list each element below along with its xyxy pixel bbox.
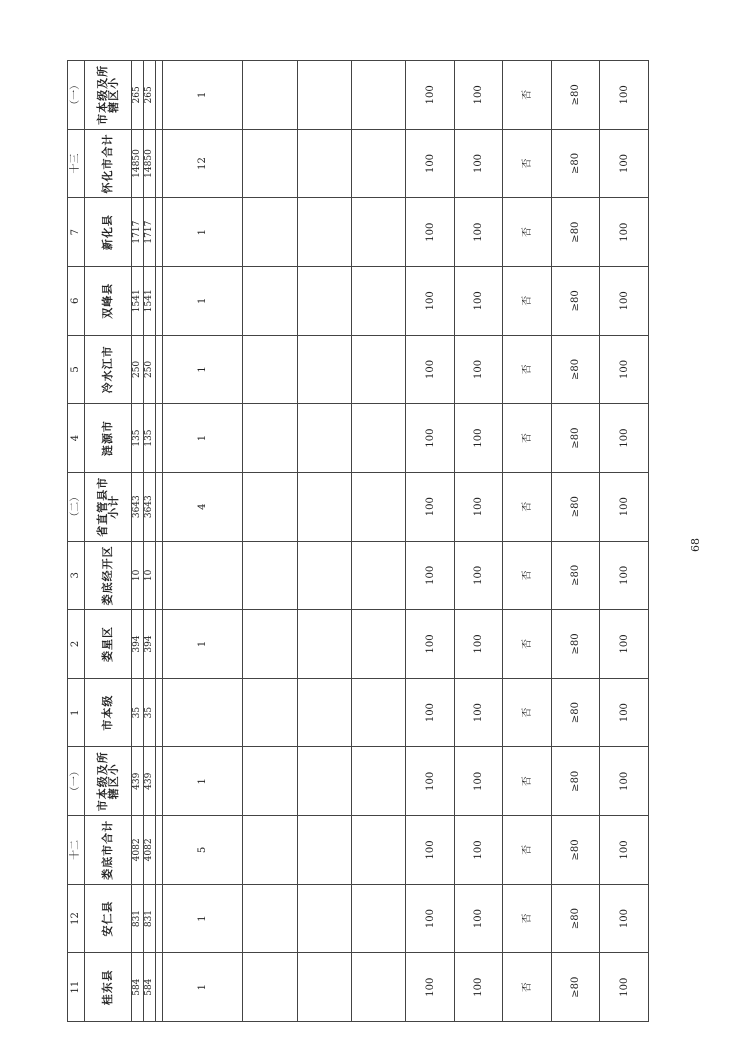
percent-cell: 100: [406, 884, 455, 953]
empty-cell: [297, 335, 351, 404]
flag-cell: 否: [503, 953, 552, 1022]
percent-cell: 100: [406, 816, 455, 885]
percent-cell: 100: [406, 61, 455, 130]
column-number: 1: [68, 678, 85, 747]
empty-cell: [297, 610, 351, 679]
empty-cell: [243, 335, 297, 404]
table-row: [297, 61, 351, 1022]
percent-cell: 100: [454, 198, 503, 267]
threshold-cell: ≥80: [551, 541, 600, 610]
column-name: 娄星区: [84, 610, 131, 679]
spacer-cell: [155, 541, 162, 610]
empty-cell: [297, 129, 351, 198]
threshold-cell: ≥80: [551, 61, 600, 130]
count-cell: 5: [162, 816, 242, 885]
value-cell: 265: [143, 61, 155, 130]
percent-cell: 100: [406, 266, 455, 335]
column-name: 双峰县: [84, 266, 131, 335]
percent-cell: 100: [406, 678, 455, 747]
threshold-cell: ≥80: [551, 610, 600, 679]
column-number: 11: [68, 953, 85, 1022]
flag-cell: 否: [503, 816, 552, 885]
empty-cell: [351, 678, 405, 747]
empty-cell: [297, 472, 351, 541]
value-cell: 394: [143, 610, 155, 679]
empty-cell: [243, 61, 297, 130]
count-cell: 1: [162, 747, 242, 816]
value-cell: 14850: [131, 129, 143, 198]
threshold-cell: ≥80: [551, 472, 600, 541]
empty-cell: [351, 472, 405, 541]
flag-cell: 否: [503, 198, 552, 267]
percent-cell: 100: [406, 953, 455, 1022]
table-row: [162, 61, 242, 1022]
threshold-cell: ≥80: [551, 198, 600, 267]
empty-cell: [351, 335, 405, 404]
table-row: [600, 61, 649, 1022]
spacer-cell: [155, 884, 162, 953]
count-cell: 1: [162, 61, 242, 130]
column-number: 7: [68, 198, 85, 267]
flag-cell: 否: [503, 541, 552, 610]
percent-cell: 100: [454, 335, 503, 404]
column-name: 省直管县市小计: [84, 472, 131, 541]
percent-cell: 100: [454, 472, 503, 541]
spacer-cell: [155, 610, 162, 679]
page-number: 68: [689, 538, 702, 552]
value-cell: 394: [131, 610, 143, 679]
flag-cell: 否: [503, 266, 552, 335]
count-cell: [162, 541, 242, 610]
count-cell: 1: [162, 335, 242, 404]
percent-cell: 100: [406, 747, 455, 816]
percent-cell: 100: [406, 610, 455, 679]
percent-cell: 100: [600, 266, 649, 335]
value-cell: 35: [131, 678, 143, 747]
percent-cell: 100: [600, 610, 649, 679]
value-cell: 10: [131, 541, 143, 610]
value-cell: 135: [143, 404, 155, 473]
empty-cell: [243, 266, 297, 335]
empty-cell: [243, 541, 297, 610]
column-name: 新化县: [84, 198, 131, 267]
percent-cell: 100: [406, 404, 455, 473]
value-cell: 4082: [143, 816, 155, 885]
value-cell: 10: [143, 541, 155, 610]
empty-cell: [243, 816, 297, 885]
column-name: 市本级及所辖区小: [84, 61, 131, 130]
empty-cell: [351, 610, 405, 679]
spacer-cell: [155, 816, 162, 885]
spacer-cell: [155, 266, 162, 335]
column-number: 4: [68, 404, 85, 473]
percent-cell: 100: [454, 61, 503, 130]
column-number: 2: [68, 610, 85, 679]
table-row: [68, 61, 85, 1022]
percent-cell: 100: [406, 541, 455, 610]
flag-cell: 否: [503, 129, 552, 198]
value-cell: 439: [143, 747, 155, 816]
count-cell: 1: [162, 404, 242, 473]
empty-cell: [351, 884, 405, 953]
count-cell: 1: [162, 198, 242, 267]
percent-cell: 100: [454, 129, 503, 198]
empty-cell: [297, 953, 351, 1022]
percent-cell: 100: [600, 404, 649, 473]
empty-cell: [297, 678, 351, 747]
column-number: （一）: [68, 61, 85, 130]
table-row: [131, 61, 143, 1022]
empty-cell: [243, 129, 297, 198]
count-cell: [162, 678, 242, 747]
value-cell: 3643: [143, 472, 155, 541]
value-cell: 831: [143, 884, 155, 953]
empty-cell: [297, 266, 351, 335]
threshold-cell: ≥80: [551, 884, 600, 953]
flag-cell: 否: [503, 747, 552, 816]
empty-cell: [297, 541, 351, 610]
percent-cell: 100: [454, 747, 503, 816]
empty-cell: [297, 747, 351, 816]
table-row: [351, 61, 405, 1022]
empty-cell: [243, 198, 297, 267]
column-name: 市本级及所辖区小: [84, 747, 131, 816]
flag-cell: 否: [503, 335, 552, 404]
threshold-cell: ≥80: [551, 335, 600, 404]
empty-cell: [351, 541, 405, 610]
spacer-cell: [155, 404, 162, 473]
percent-cell: 100: [454, 404, 503, 473]
spacer-cell: [155, 198, 162, 267]
flag-cell: 否: [503, 472, 552, 541]
percent-cell: 100: [454, 266, 503, 335]
percent-cell: 100: [600, 472, 649, 541]
count-cell: 1: [162, 610, 242, 679]
percent-cell: 100: [600, 335, 649, 404]
column-number: 十三: [68, 129, 85, 198]
empty-cell: [351, 266, 405, 335]
empty-cell: [297, 816, 351, 885]
value-cell: 265: [131, 61, 143, 130]
flag-cell: 否: [503, 610, 552, 679]
threshold-cell: ≥80: [551, 747, 600, 816]
rotated-table-wrapper: [67, 60, 649, 1022]
spacer-cell: [155, 335, 162, 404]
percent-cell: 100: [600, 678, 649, 747]
percent-cell: 100: [406, 335, 455, 404]
column-number: 6: [68, 266, 85, 335]
table-row: [454, 61, 503, 1022]
value-cell: 3643: [131, 472, 143, 541]
percent-cell: 100: [600, 747, 649, 816]
threshold-cell: ≥80: [551, 678, 600, 747]
value-cell: 14850: [143, 129, 155, 198]
table-row: [243, 61, 297, 1022]
column-name: 桂东县: [84, 953, 131, 1022]
empty-cell: [297, 884, 351, 953]
value-cell: 4082: [131, 816, 143, 885]
flag-cell: 否: [503, 61, 552, 130]
table-row: [143, 61, 155, 1022]
threshold-cell: ≥80: [551, 266, 600, 335]
percent-cell: 100: [600, 198, 649, 267]
count-cell: 1: [162, 884, 242, 953]
table-row: [551, 61, 600, 1022]
spacer-cell: [155, 129, 162, 198]
flag-cell: 否: [503, 884, 552, 953]
empty-cell: [243, 678, 297, 747]
threshold-cell: ≥80: [551, 404, 600, 473]
percent-cell: 100: [600, 541, 649, 610]
value-cell: 1541: [143, 266, 155, 335]
percent-cell: 100: [406, 129, 455, 198]
value-cell: 1717: [131, 198, 143, 267]
percent-cell: 100: [600, 816, 649, 885]
percent-cell: 100: [454, 541, 503, 610]
column-name: 娄底市合计: [84, 816, 131, 885]
percent-cell: 100: [454, 678, 503, 747]
value-cell: 439: [131, 747, 143, 816]
value-cell: 584: [131, 953, 143, 1022]
empty-cell: [351, 61, 405, 130]
value-cell: 831: [131, 884, 143, 953]
flag-cell: 否: [503, 678, 552, 747]
column-number: 12: [68, 884, 85, 953]
percent-cell: 100: [600, 884, 649, 953]
column-name: 安仁县: [84, 884, 131, 953]
empty-cell: [351, 816, 405, 885]
percent-cell: 100: [406, 472, 455, 541]
empty-cell: [351, 198, 405, 267]
percent-cell: 100: [600, 953, 649, 1022]
empty-cell: [243, 610, 297, 679]
threshold-cell: ≥80: [551, 816, 600, 885]
empty-cell: [243, 472, 297, 541]
table-row: [406, 61, 455, 1022]
column-name: 娄底经开区: [84, 541, 131, 610]
spacer-cell: [155, 678, 162, 747]
value-cell: 1541: [131, 266, 143, 335]
empty-cell: [243, 404, 297, 473]
value-cell: 250: [143, 335, 155, 404]
value-cell: 35: [143, 678, 155, 747]
spacer-cell: [155, 953, 162, 1022]
percent-cell: 100: [454, 610, 503, 679]
count-cell: 1: [162, 266, 242, 335]
value-cell: 135: [131, 404, 143, 473]
column-number: 5: [68, 335, 85, 404]
table-row: [84, 61, 131, 1022]
data-table: [67, 60, 649, 1022]
empty-cell: [351, 404, 405, 473]
empty-cell: [297, 404, 351, 473]
value-cell: 1717: [143, 198, 155, 267]
empty-cell: [297, 198, 351, 267]
count-cell: 12: [162, 129, 242, 198]
table-row: [155, 61, 162, 1022]
threshold-cell: ≥80: [551, 129, 600, 198]
column-number: （一）: [68, 747, 85, 816]
empty-cell: [297, 61, 351, 130]
value-cell: 584: [143, 953, 155, 1022]
threshold-cell: ≥80: [551, 953, 600, 1022]
count-cell: 4: [162, 472, 242, 541]
column-name: 涟源市: [84, 404, 131, 473]
column-name: 怀化市合计: [84, 129, 131, 198]
percent-cell: 100: [600, 129, 649, 198]
spacer-cell: [155, 747, 162, 816]
percent-cell: 100: [406, 198, 455, 267]
count-cell: 1: [162, 953, 242, 1022]
percent-cell: 100: [454, 953, 503, 1022]
table-row: [503, 61, 552, 1022]
empty-cell: [351, 129, 405, 198]
empty-cell: [243, 747, 297, 816]
percent-cell: 100: [454, 816, 503, 885]
column-name: 冷水江市: [84, 335, 131, 404]
empty-cell: [243, 953, 297, 1022]
column-name: 市本级: [84, 678, 131, 747]
empty-cell: [243, 884, 297, 953]
flag-cell: 否: [503, 404, 552, 473]
percent-cell: 100: [454, 884, 503, 953]
empty-cell: [351, 747, 405, 816]
value-cell: 250: [131, 335, 143, 404]
column-number: 十二: [68, 816, 85, 885]
column-number: 3: [68, 541, 85, 610]
spacer-cell: [155, 61, 162, 130]
spacer-cell: [155, 472, 162, 541]
percent-cell: 100: [600, 61, 649, 130]
column-number: （二）: [68, 472, 85, 541]
empty-cell: [351, 953, 405, 1022]
